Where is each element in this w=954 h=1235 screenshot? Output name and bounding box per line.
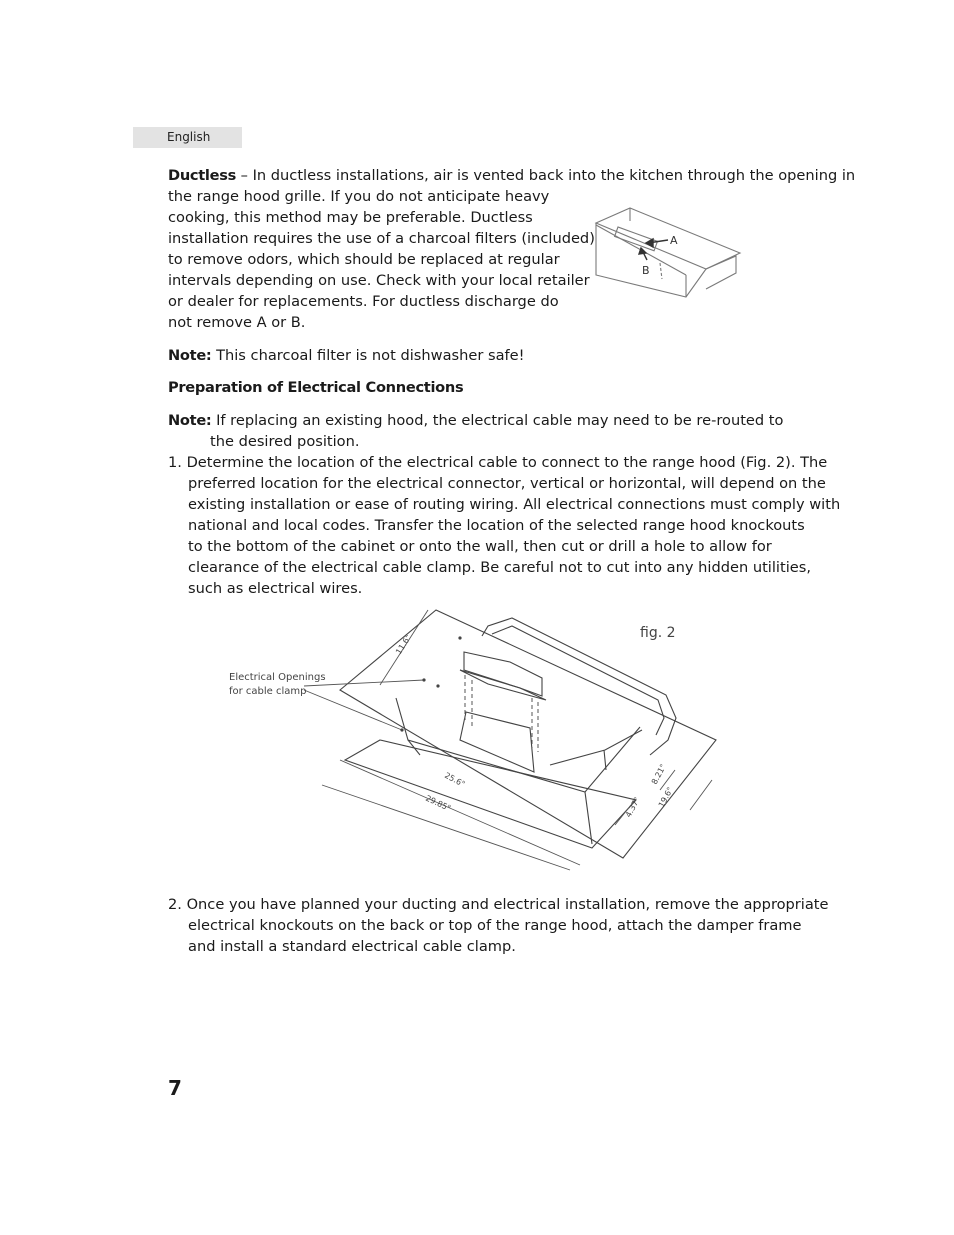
figure-label-b: B <box>642 264 650 277</box>
note-filter-label: Note: <box>168 347 212 364</box>
step-1-line-5: to the bottom of the cabinet or onto the wall, then cut or drill a hole to allow for <box>188 538 772 555</box>
step-2-line-2: electrical knockouts on the back or top of the range hood, attach the damper frame <box>188 917 802 934</box>
page-number: 7 <box>168 1076 182 1100</box>
step-2-line-3: and install a standard electrical cable clamp. <box>188 938 516 955</box>
figure-label-a: A <box>670 234 678 247</box>
fig-2-dim-4-37: 4.37" <box>623 795 642 819</box>
ductless-line-7: or dealer for replacements. For ductless discharge do <box>168 293 559 310</box>
step-1-line-4: national and local codes. Transfer the location of the selected range hood knockouts <box>188 517 805 534</box>
fig-2-callout-line-1: Electrical Openings <box>229 672 326 683</box>
fig-2-dim-25-6: 25.6" <box>443 770 467 789</box>
step-1-line-6: clearance of the electrical cable clamp. Be careful not to cut into any hidden utilities, <box>188 559 811 576</box>
fig-2-dim-19-6: 19.6" <box>656 785 675 809</box>
ductless-line-1 <box>168 165 855 186</box>
language-tab: English <box>133 127 242 148</box>
ductless-line-2: the range hood grille. If you do not anticipate heavy <box>168 188 550 205</box>
fig-2-callout-line-2: for cable clamp <box>229 686 307 697</box>
ductless-line-5: to remove odors, which should be replaced at regular <box>168 251 560 268</box>
note-rerouting-line-2: the desired position. <box>210 433 360 450</box>
hood-filter-figure <box>590 203 745 298</box>
note-rerouting <box>168 410 783 431</box>
fig-2-dim-11-6: 11.6" <box>394 633 414 657</box>
fig-2-diagram <box>220 600 730 870</box>
step-2-line-1: 2. Once you have planned your ducting and electrical installation, remove the appropriate <box>168 896 829 913</box>
note-rerouting-text: If replacing an existing hood, the electrical cable may need to be re-routed to <box>211 412 784 429</box>
fig-2-title: fig. 2 <box>640 625 676 641</box>
ductless-line-8: not remove A or B. <box>168 314 306 331</box>
note-filter <box>168 345 525 366</box>
step-1-line-3: existing installation or ease of routing wiring. All electrical connections must comply with <box>188 496 841 513</box>
fig-2-dim-29-85: 29.85" <box>424 793 453 814</box>
ductless-line-6: intervals depending on use. Check with your local retailer <box>168 272 590 289</box>
step-1-line-2: preferred location for the electrical connector, vertical or horizontal, will depend on the <box>188 475 826 492</box>
step-1-line-1: 1. Determine the location of the electrical cable to connect to the range hood (Fig. 2). The <box>168 454 828 471</box>
section-heading: Preparation of Electrical Connections <box>168 379 464 396</box>
ductless-heading: Ductless <box>168 167 237 184</box>
ductless-line-3: cooking, this method may be preferable. Ductless <box>168 209 533 226</box>
ductless-line-4: installation requires the use of a charcoal filters (included) <box>168 230 595 247</box>
ductless-line-1-text: – In ductless installations, air is vented back into the kitchen through the opening in <box>236 167 856 184</box>
step-1-line-7: such as electrical wires. <box>188 580 363 597</box>
note-filter-text: This charcoal filter is not dishwasher safe! <box>211 347 525 364</box>
fig-2-dim-8-21: 8.21" <box>649 762 668 786</box>
note-rerouting-label: Note: <box>168 412 212 429</box>
